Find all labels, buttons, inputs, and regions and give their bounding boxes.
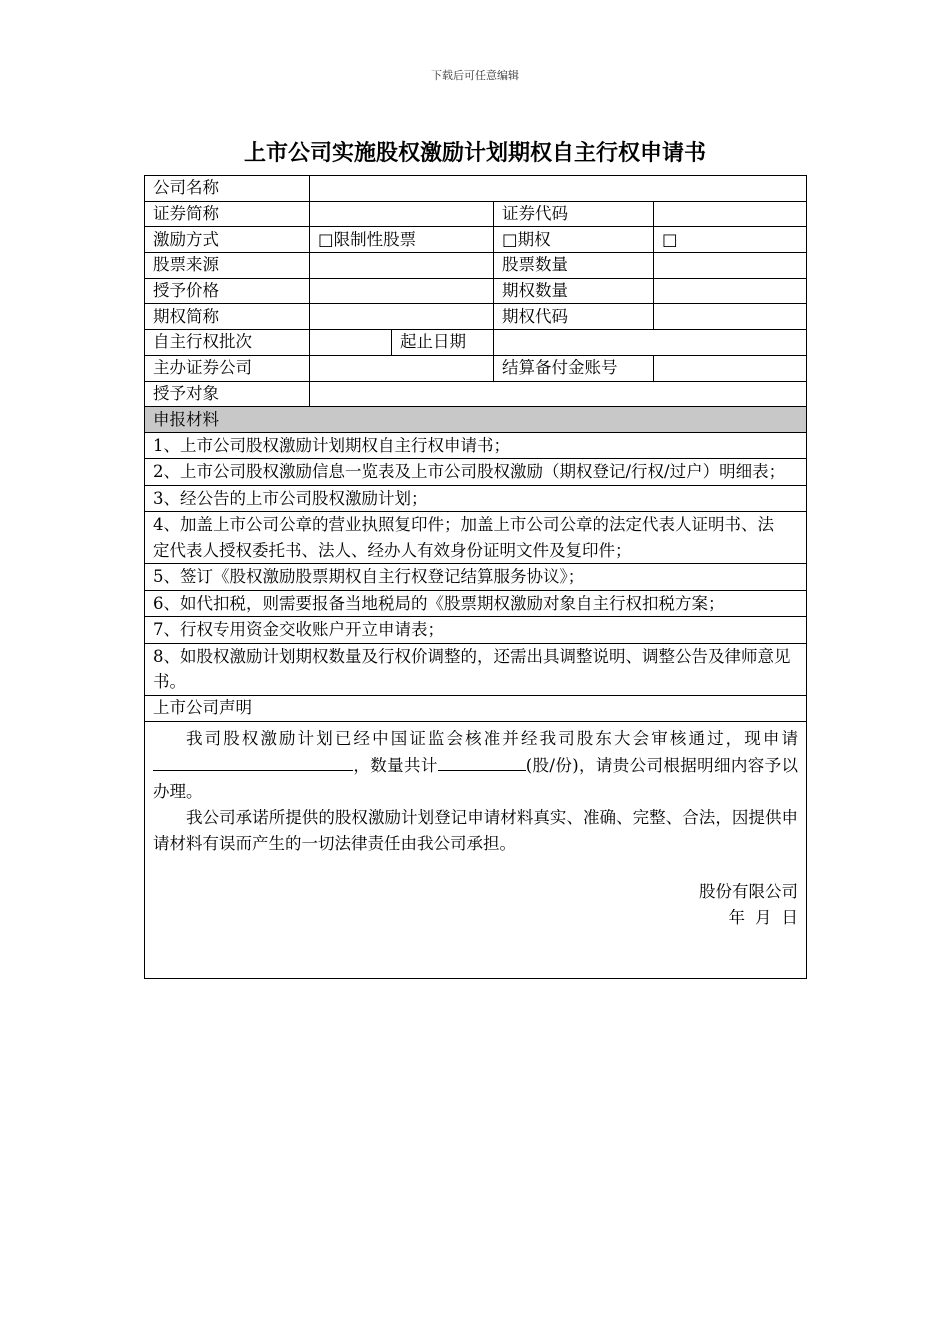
row-broker	[145, 355, 807, 381]
grantee-label: 授予对象	[145, 381, 310, 407]
row-option-abbr	[145, 304, 807, 330]
date-range-label: 起止日期	[392, 330, 494, 356]
option-quantity-label: 期权数量	[494, 278, 654, 304]
material-row	[145, 564, 807, 591]
date-range-field[interactable]	[494, 330, 807, 356]
exercise-batch-field[interactable]	[310, 330, 392, 356]
material-row	[145, 617, 807, 644]
broker-field[interactable]	[310, 355, 494, 381]
security-abbr-field[interactable]	[310, 201, 494, 227]
material-item-2: 2、上市公司股权激励信息一览表及上市公司股权激励（期权登记/行权/过户）明细表；	[145, 459, 807, 486]
material-row	[145, 512, 807, 564]
materials-heading-row	[145, 407, 807, 433]
date-day: 日	[781, 907, 798, 927]
option-abbr-label: 期权简称	[145, 304, 310, 330]
row-security-abbr	[145, 201, 807, 227]
material-item-8: 8、如股权激励计划期权数量及行权价调整的，还需出具调整说明、调整公告及律师意见书。	[145, 643, 807, 695]
material-row	[145, 590, 807, 617]
stock-option-checkbox[interactable]: □期权	[494, 227, 654, 253]
document-title: 上市公司实施股权激励计划期权自主行权申请书	[243, 141, 706, 166]
security-code-field[interactable]	[654, 201, 807, 227]
exercise-batch-label: 自主行权批次	[145, 330, 310, 356]
row-incentive-method	[145, 227, 807, 253]
grantee-field[interactable]	[310, 381, 807, 407]
stock-source-label: 股票来源	[145, 253, 310, 279]
declaration-body	[145, 721, 807, 978]
declaration-paragraph-1	[153, 726, 798, 805]
option-code-label: 期权代码	[494, 304, 654, 330]
material-item-4-line-1: 4、加盖上市公司公章的营业执照复印件；加盖上市公司公章的法定代表人证明书、法	[153, 515, 774, 535]
declaration-text-c: (股/份)，请贵公司根据明细内容予以办理。	[153, 755, 798, 801]
signer-company: 股份有限公司	[699, 881, 798, 901]
declaration-heading: 上市公司声明	[145, 695, 807, 721]
application-form-table	[144, 175, 807, 979]
option-code-field[interactable]	[654, 304, 807, 330]
signature-block	[153, 879, 798, 931]
company-name-field[interactable]	[310, 176, 807, 202]
row-company-name	[145, 176, 807, 202]
option-abbr-field[interactable]	[310, 304, 494, 330]
settlement-account-label: 结算备付金账号	[494, 355, 654, 381]
material-row	[145, 432, 807, 459]
row-stock-source	[145, 253, 807, 279]
security-code-label: 证券代码	[494, 201, 654, 227]
quantity-blank[interactable]	[438, 752, 526, 771]
stock-quantity-label: 股票数量	[494, 253, 654, 279]
grant-price-label: 授予价格	[145, 278, 310, 304]
material-item-3: 3、经公告的上市公司股权激励计划；	[145, 485, 807, 512]
material-row	[145, 485, 807, 512]
broker-label: 主办证券公司	[145, 355, 310, 381]
settlement-account-field[interactable]	[654, 355, 807, 381]
apply-content-blank[interactable]	[153, 752, 353, 771]
row-exercise-batch	[145, 330, 807, 356]
row-grant-price	[145, 278, 807, 304]
stock-quantity-field[interactable]	[654, 253, 807, 279]
declaration-text-a: 我司股权激励计划已经中国证监会核准并经我司股东大会审核通过，现申请	[186, 728, 798, 748]
material-row	[145, 459, 807, 486]
declaration-paragraph-2: 我公司承诺所提供的股权激励计划登记申请材料真实、准确、完整、合法，因提供申请材料有误而产生的一切法律责任由我公司承担。	[153, 807, 798, 853]
declaration-body-row	[145, 721, 807, 978]
material-item-7: 7、行权专用资金交收账户开立申请表；	[145, 617, 807, 644]
page-watermark: 下载后可任意编辑	[431, 69, 519, 82]
row-grantee	[145, 381, 807, 407]
grant-price-field[interactable]	[310, 278, 494, 304]
stock-source-field[interactable]	[310, 253, 494, 279]
date-month: 月	[755, 907, 772, 927]
incentive-method-label: 激励方式	[145, 227, 310, 253]
material-item-6: 6、如代扣税，则需要报备当地税局的《股票期权激励对象自主行权扣税方案；	[145, 590, 807, 617]
material-item-5: 5、签订《股权激励股票期权自主行权登记结算服务协议》；	[145, 564, 807, 591]
material-item-1: 1、上市公司股权激励计划期权自主行权申请书；	[145, 432, 807, 459]
material-row	[145, 643, 807, 695]
materials-heading: 申报材料	[145, 407, 807, 433]
other-method-checkbox[interactable]: □	[654, 227, 807, 253]
declaration-text-b: ，数量共计	[353, 755, 438, 775]
company-name-label: 公司名称	[145, 176, 310, 202]
security-abbr-label: 证券简称	[145, 201, 310, 227]
declaration-heading-row	[145, 695, 807, 721]
option-quantity-field[interactable]	[654, 278, 807, 304]
material-item-4-line-2: 定代表人授权委托书、法人、经办人有效身份证明文件及复印件；	[153, 540, 632, 560]
restricted-stock-checkbox[interactable]: □限制性股票	[310, 227, 494, 253]
material-item-4	[145, 512, 807, 564]
date-year: 年	[728, 907, 745, 927]
signature-date	[153, 905, 798, 931]
